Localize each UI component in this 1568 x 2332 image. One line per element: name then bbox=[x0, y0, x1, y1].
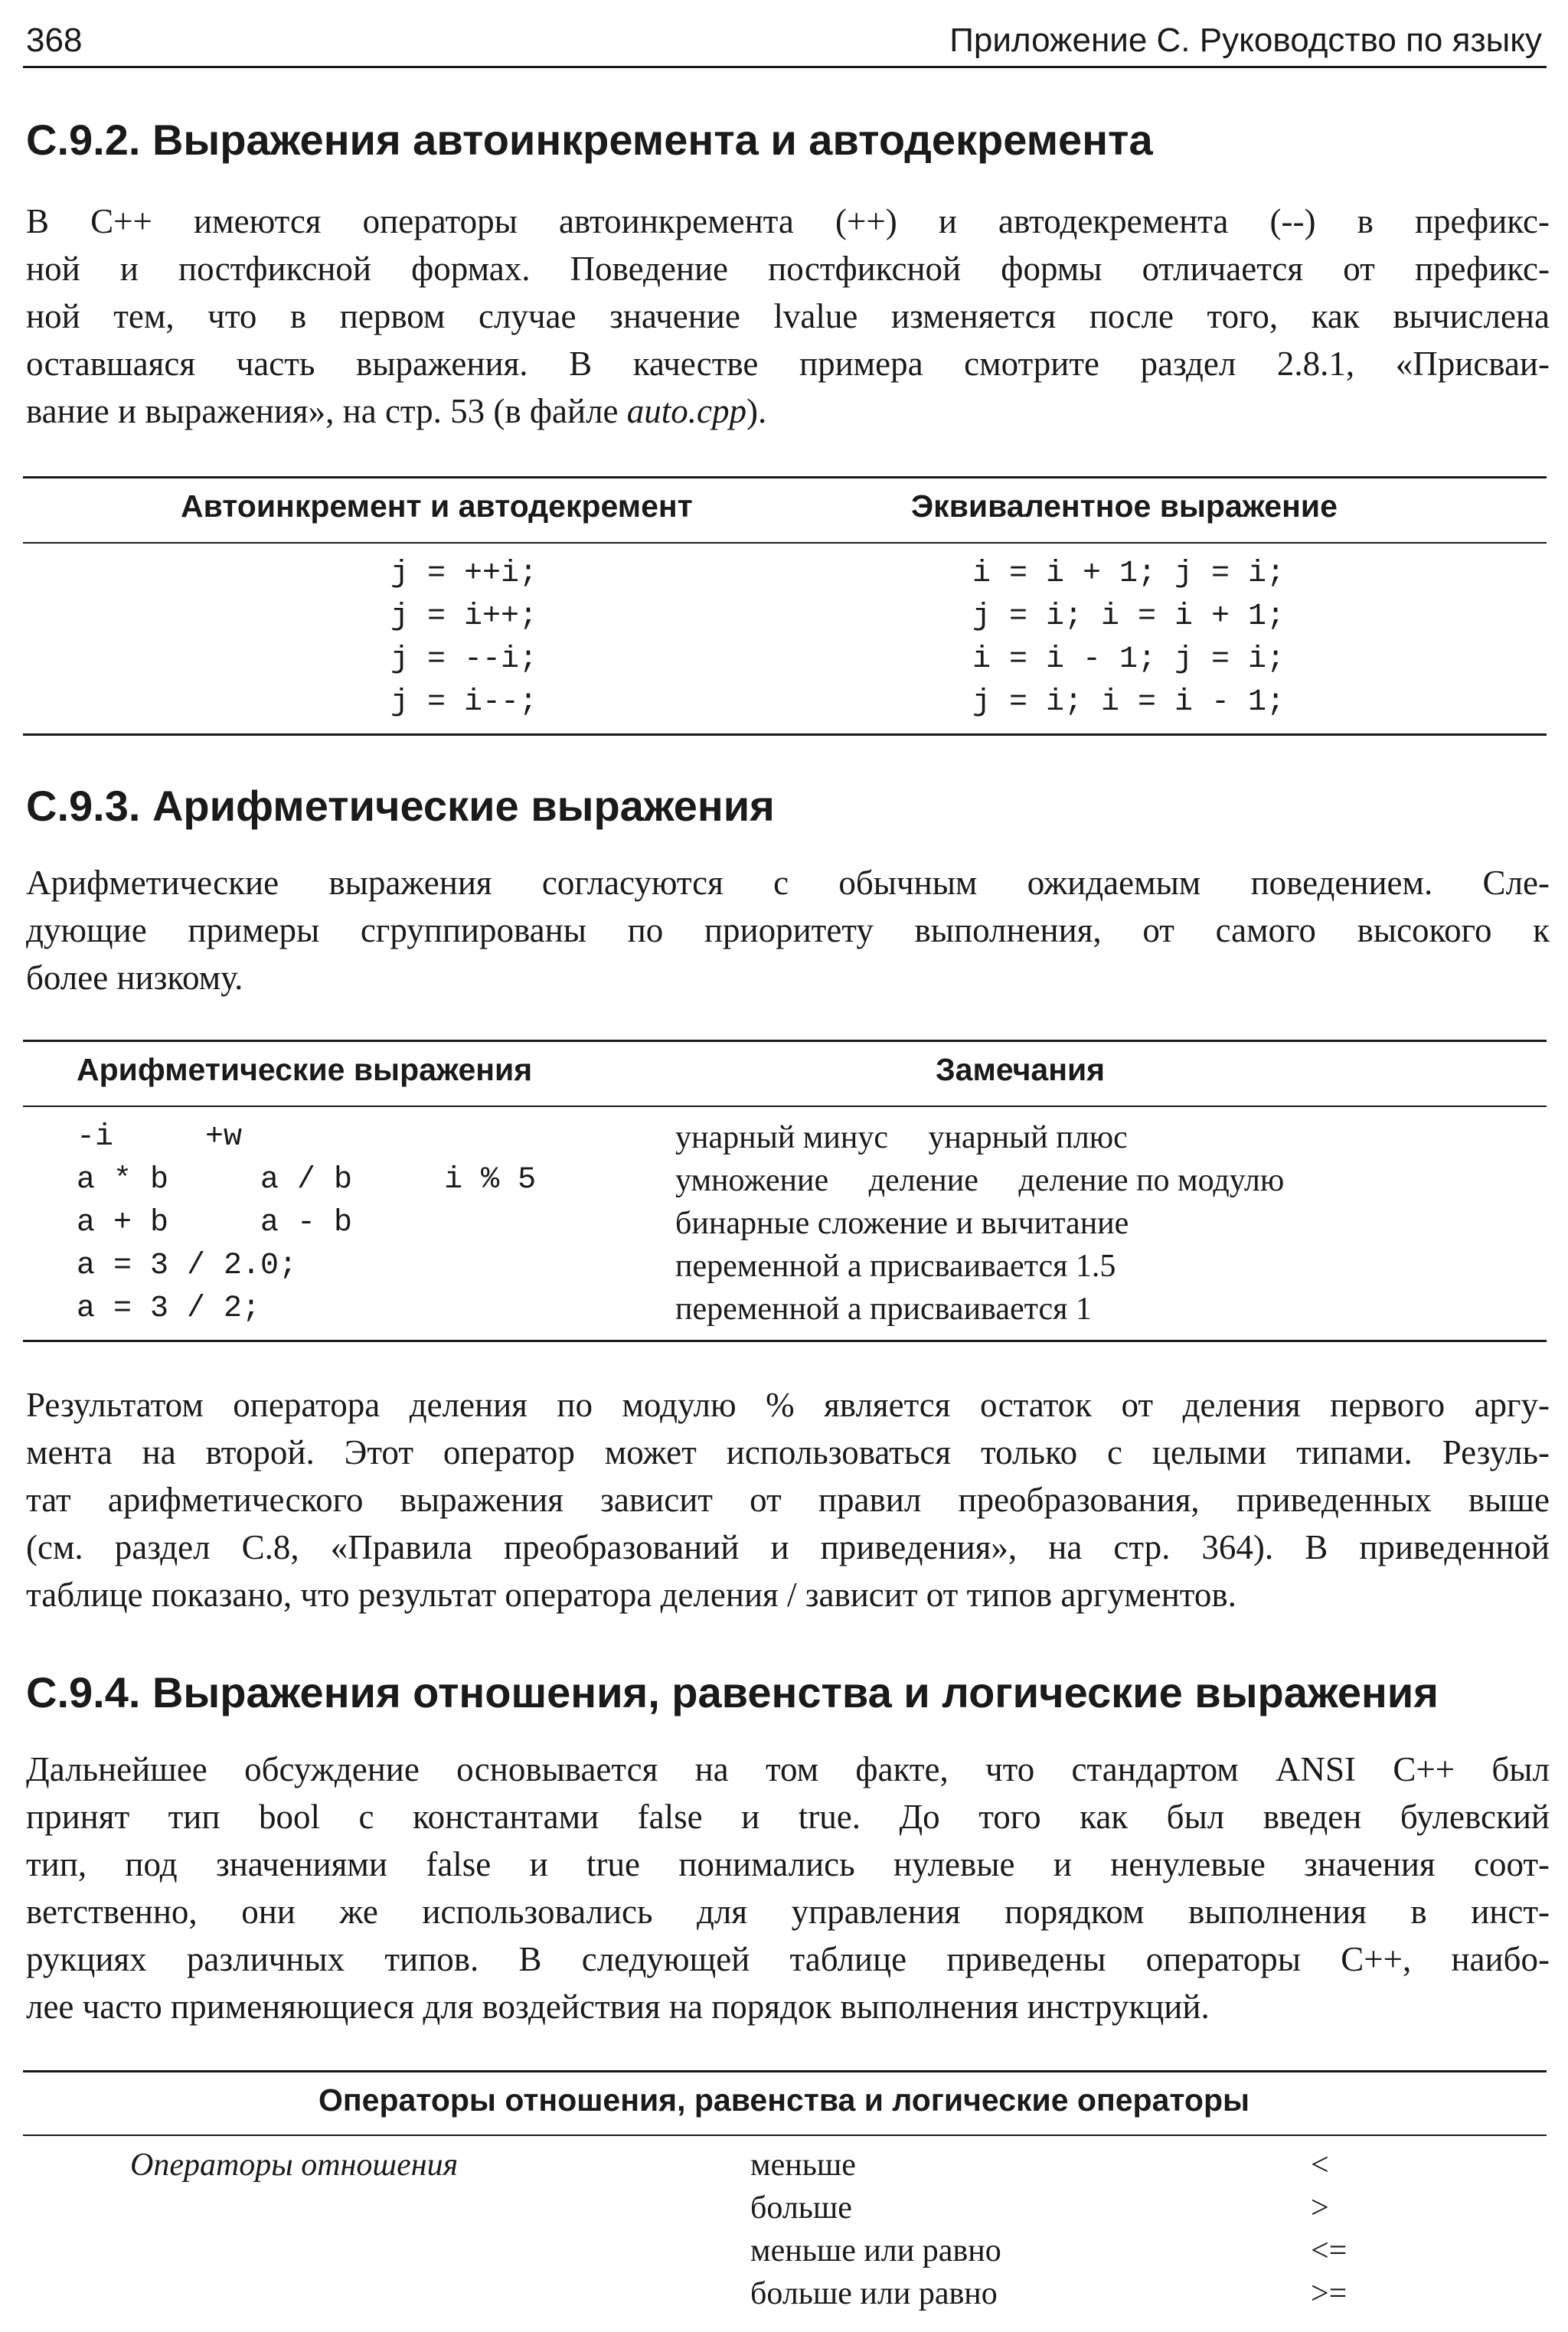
table1-cell: j = i--; bbox=[390, 685, 538, 720]
table3-col-name bbox=[750, 2144, 1001, 2315]
paragraph-line: ной тем, что в первом случае значение lvalue изменяется после того, как вычислена bbox=[26, 297, 1550, 335]
table2-cell: a * b a / b i % 5 bbox=[77, 1163, 537, 1197]
table2-col1 bbox=[77, 1116, 536, 1331]
table2-cell: a = 3 / 2.0; bbox=[77, 1249, 298, 1283]
table2-col2 bbox=[675, 1116, 1284, 1331]
table1-col1 bbox=[390, 553, 537, 724]
table3-cell: > bbox=[1311, 2190, 1329, 2226]
paragraph-line: тат арифметического выражения зависит от правил преобразования, приведенных выше bbox=[26, 1481, 1550, 1519]
table3-cell: больше bbox=[750, 2190, 852, 2226]
table3-top-rule bbox=[23, 2070, 1547, 2072]
table1-cell: j = --i; bbox=[390, 642, 538, 677]
section-heading-c94: C.9.4. Выражения отношения, равенства и логические выражения bbox=[26, 1668, 1439, 1716]
table2-cell: a + b a - b bbox=[77, 1206, 353, 1240]
section-c93-paragraph bbox=[26, 859, 1550, 1001]
paragraph-line-last bbox=[26, 387, 1550, 435]
paragraph-line: Арифметические выражения согласуются с обычным ожидаемым поведением. Сле- bbox=[26, 864, 1550, 902]
table2-cell: умножение деление деление по модулю bbox=[675, 1163, 1285, 1198]
table1-top-rule bbox=[23, 476, 1547, 478]
header-rule bbox=[23, 66, 1547, 68]
table3-col-op bbox=[1311, 2144, 1347, 2315]
paragraph-line: дующие примеры сгруппированы по приоритету выполнения, от самого высокого к bbox=[26, 911, 1550, 949]
table3-cell: меньше bbox=[750, 2147, 856, 2183]
table2-bottom-rule bbox=[23, 1340, 1547, 1342]
table2-cell: переменной a присваивается 1 bbox=[675, 1292, 1092, 1327]
table3-group-label: Операторы отношения bbox=[130, 2147, 459, 2183]
section-c93-after-paragraph bbox=[26, 1381, 1550, 1618]
paragraph-line: ной и постфиксной формах. Поведение постфиксной формы отличается от префикс- bbox=[26, 250, 1550, 288]
table2-cell: -i +w bbox=[77, 1120, 243, 1155]
table3-cell: <= bbox=[1311, 2233, 1348, 2268]
paragraph-line: таблице показано, что результат оператора деления / зависит от типов аргументов. bbox=[26, 1576, 1236, 1614]
paragraph-line: рукциях различных типов. В следующей таблице приведены операторы C++, наибо- bbox=[26, 1940, 1550, 1978]
table2-cell: унарный минус унарный плюс bbox=[675, 1120, 1128, 1155]
table1-cell: j = i; i = i - 1; bbox=[972, 685, 1285, 720]
table3-header-rule bbox=[23, 2134, 1547, 2136]
paragraph-line: мента на второй. Этот оператор может использоваться только с целыми типами. Резуль- bbox=[26, 1433, 1550, 1471]
file-name: auto.cpp bbox=[626, 392, 746, 430]
table1-cell: i = i + 1; j = i; bbox=[972, 557, 1285, 591]
table2-header-col2: Замечания bbox=[936, 1052, 1106, 1087]
paragraph-line: Результатом оператора деления по модулю % является остаток от деления первого аргу- bbox=[26, 1386, 1550, 1424]
table1-cell: j = i; i = i + 1; bbox=[972, 599, 1285, 634]
table3-cell: < bbox=[1311, 2147, 1329, 2183]
paragraph-line: оставшаяся часть выражения. В качестве примера смотрите раздел 2.8.1, «Присваи- bbox=[26, 345, 1550, 383]
table3-title: Операторы отношения, равенства и логические операторы bbox=[318, 2082, 1250, 2118]
paragraph-line: (см. раздел C.8, «Правила преобразований и приведения», на стр. 364). В приведенной bbox=[26, 1528, 1550, 1566]
paragraph-line: более низкому. bbox=[26, 959, 243, 997]
table2-top-rule bbox=[23, 1040, 1547, 1042]
paragraph-line: лее часто применяющиеся для воздействия на порядок выполнения инструкций. bbox=[26, 1987, 1210, 2026]
paragraph-line: В C++ имеются операторы автоинкремента (++) и автодекремента (--) в префикс- bbox=[26, 202, 1550, 240]
paragraph-line: принят тип bool с константами false и true. До того как был введен булевский bbox=[26, 1798, 1550, 1836]
table2-cell: переменной a присваивается 1.5 bbox=[675, 1249, 1116, 1284]
section-c94-paragraph bbox=[26, 1746, 1550, 2030]
table3-cell: меньше или равно bbox=[750, 2233, 1001, 2268]
page-number: 368 bbox=[26, 21, 83, 59]
table2-cell: a = 3 / 2; bbox=[77, 1292, 261, 1326]
section-c92-paragraph bbox=[26, 198, 1550, 435]
section-heading-c93: C.9.3. Арифметические выражения bbox=[26, 782, 775, 830]
table1-header-col2: Эквивалентное выражение bbox=[911, 488, 1338, 524]
paragraph-text: ). bbox=[746, 392, 767, 430]
running-title: Приложение C. Руководство по языку bbox=[949, 21, 1542, 59]
section-heading-c92: C.9.2. Выражения автоинкремента и автодекремента bbox=[26, 116, 1153, 164]
table3-cell: больше или равно bbox=[750, 2276, 998, 2311]
paragraph-line: ветственно, они же использовались для управления порядком выполнения в инст- bbox=[26, 1893, 1550, 1931]
paragraph-line: тип, под значениями false и true понимались нулевые и ненулевые значения соот- bbox=[26, 1845, 1550, 1883]
table1-cell: i = i - 1; j = i; bbox=[972, 642, 1285, 677]
paragraph-text: вание и выражения», на стр. 53 (в файле bbox=[26, 392, 627, 430]
table1-cell: j = i++; bbox=[390, 599, 538, 634]
table2-cell: бинарные сложение и вычитание bbox=[675, 1206, 1129, 1241]
table2-header-col1: Арифметические выражения bbox=[77, 1052, 533, 1087]
paragraph-line: Дальнейшее обсуждение основывается на том факте, что стандартом ANSI C++ был bbox=[26, 1750, 1550, 1788]
table1-cell: j = ++i; bbox=[390, 557, 538, 591]
table1-header-col1: Автоинкремент и автодекремент bbox=[181, 488, 693, 524]
table3-cell: >= bbox=[1311, 2276, 1348, 2311]
table2-header-rule bbox=[23, 1106, 1547, 1107]
table1-bottom-rule bbox=[23, 733, 1547, 736]
table1-header-rule bbox=[23, 542, 1547, 544]
table1-col2 bbox=[972, 553, 1285, 724]
